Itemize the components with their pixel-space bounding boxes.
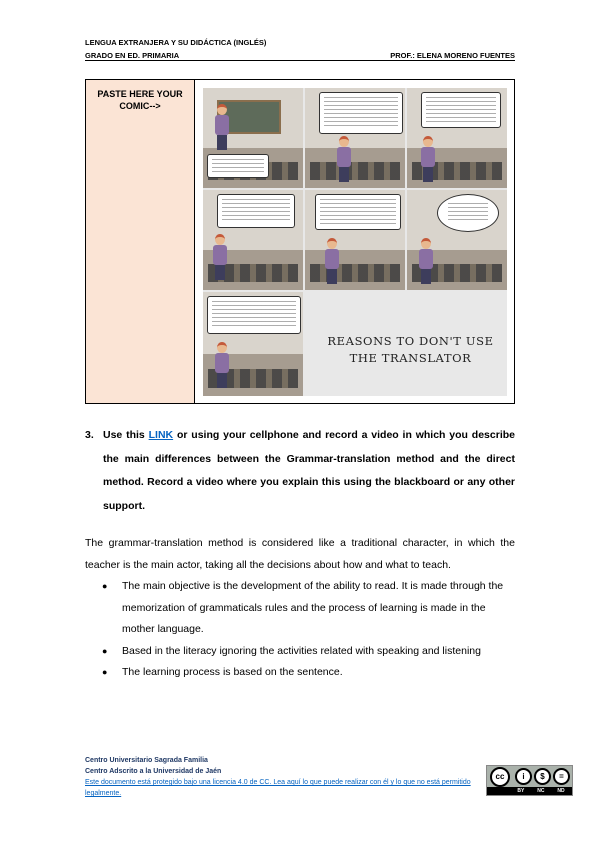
creative-commons-badge[interactable] [486, 765, 573, 796]
comic-panel-3 [407, 88, 507, 188]
header-divider [85, 60, 515, 61]
question-text-start: Use this [103, 429, 149, 441]
bullet-text: Based in the literacy ignoring the activities related with speaking and listening [122, 644, 481, 657]
cc-labels [511, 788, 571, 794]
course-title: LENGUA EXTRANJERA Y SU DIDÁCTICA (INGLÉS) [85, 38, 267, 47]
cc-label-by: BY [517, 788, 525, 794]
comic-cell [195, 80, 514, 403]
non-commercial-icon: $ [534, 768, 551, 785]
professor-name: PROF.: ELENA MORENO FUENTES [390, 51, 515, 60]
list-item [100, 662, 515, 684]
cc-label-nc: NC [537, 788, 545, 794]
comic-panel-4 [203, 190, 303, 290]
comic-panel-7 [203, 292, 303, 396]
attribution-icon: i [515, 768, 532, 785]
comic-panel-6 [407, 190, 507, 290]
footer-university: Centro Universitario Sagrada Familia [85, 757, 208, 764]
no-derivatives-icon: = [553, 768, 570, 785]
comic-panel-1 [203, 88, 303, 188]
answer-bullet-list [100, 576, 515, 684]
bullet-icon: ● [102, 581, 108, 591]
question-link[interactable]: LINK [148, 429, 174, 441]
answer-paragraph: The grammar-translation method is considered like a traditional character, in which the teacher is the main actor, taking all the decisions about how and what to teach. [85, 537, 515, 571]
degree-title: GRADO EN ED. PRIMARIA [85, 51, 180, 60]
paste-comic-label: PASTE HERE YOUR COMIC--> [86, 80, 195, 403]
license-link[interactable]: Este documento está protegido bajo una licencia 4.0 de CC. Lea aquí lo que puede realizar con él y lo que no está permitido legalmente. [85, 779, 471, 797]
list-item [100, 641, 515, 663]
question-number: 3. [85, 429, 94, 441]
question-3 [85, 424, 515, 518]
question-text-end: or using your cellphone and record a video in which you describe the main differences between the Grammar-translation method and the direct method. Record a video where you explain this using the blackboard or any other support. [103, 429, 515, 512]
comic-image [203, 88, 507, 396]
bullet-text: The learning process is based on the sentence. [122, 666, 343, 678]
comic-panel-2 [305, 88, 405, 188]
bullet-icon: ● [102, 645, 108, 656]
footer-affiliation: Centro Adscrito a la Universidad de Jaén [85, 768, 222, 775]
cc-label-nd: ND [557, 788, 565, 794]
list-item [100, 576, 515, 641]
cc-logo-icon: cc [490, 767, 510, 787]
comic-panel-5 [305, 190, 405, 290]
page-footer [85, 755, 485, 799]
bullet-text: The main objective is the development of the ability to read. It is made through the memorization of grammaticals rules and the process of learning is made in the mother language. [122, 580, 504, 635]
bullet-icon: ● [102, 667, 108, 677]
comic-title: REASONS TO DON'T USE THE TRANSLATOR [327, 334, 494, 365]
comic-table [85, 79, 515, 404]
page-header [85, 36, 515, 62]
